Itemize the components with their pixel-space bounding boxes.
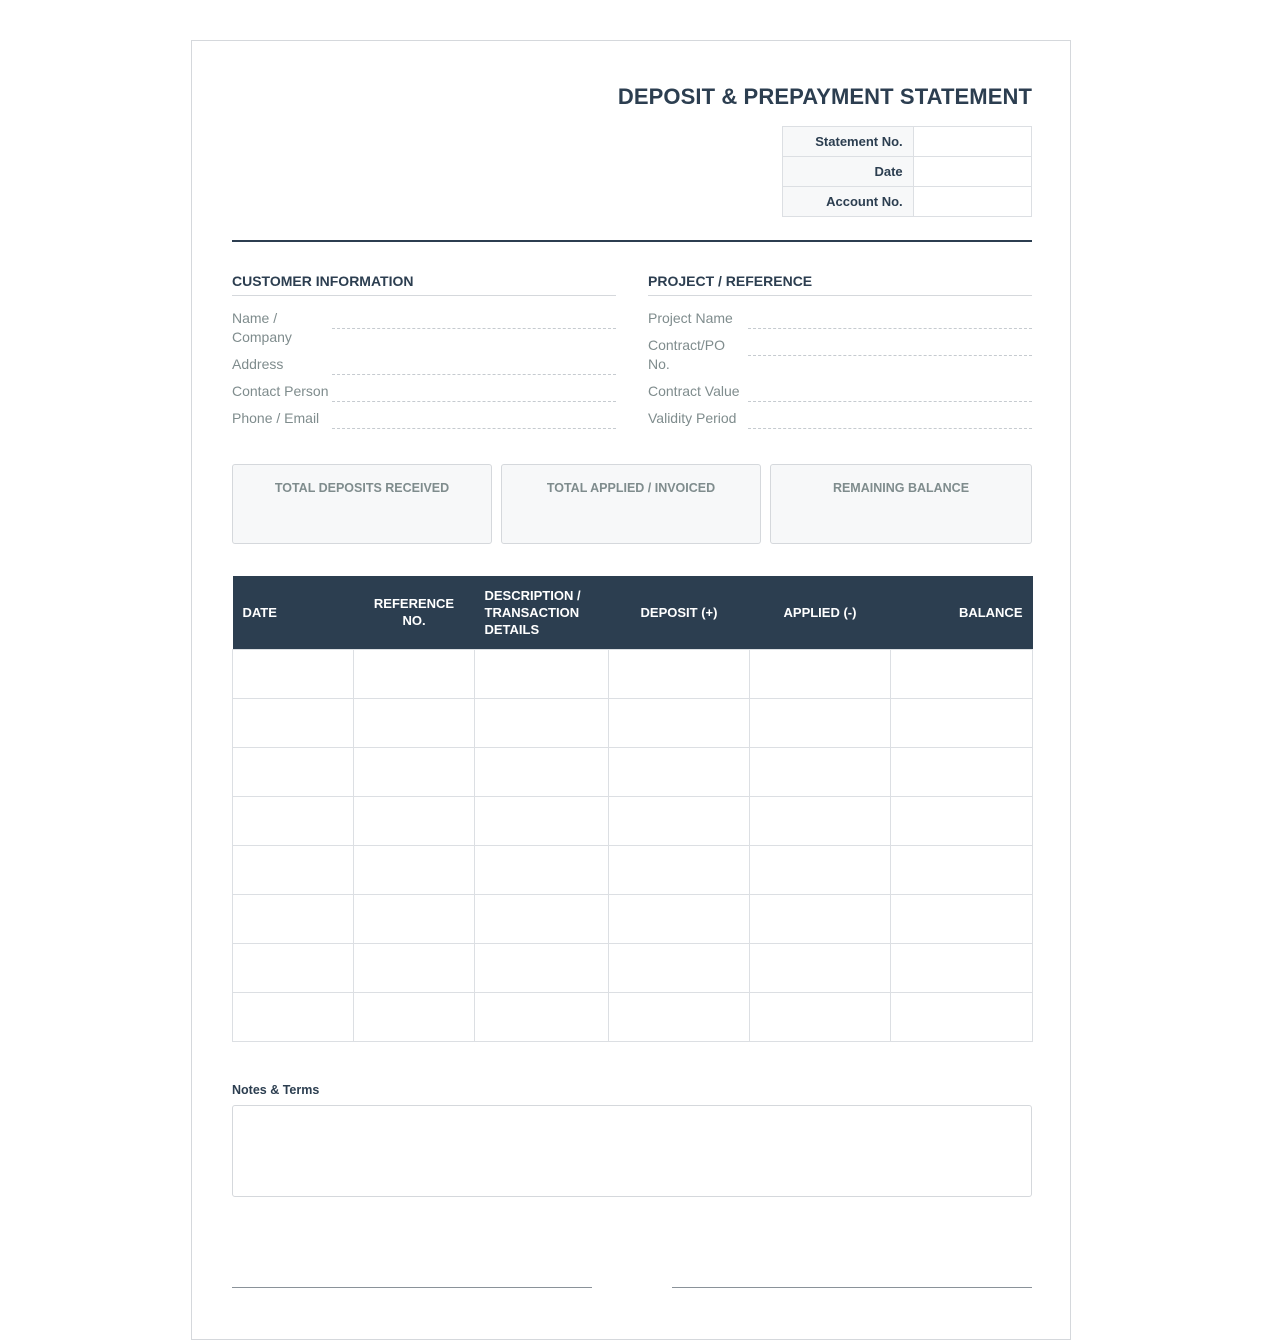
field-label: Contact Person <box>232 383 329 399</box>
applied-cell[interactable] <box>750 649 891 698</box>
field-label: Validity Period <box>648 410 737 426</box>
balance-cell[interactable] <box>891 649 1033 698</box>
field-label: Name / Company <box>232 310 292 345</box>
table-row <box>233 943 1033 992</box>
card-label: REMAINING BALANCE <box>832 481 970 495</box>
balance-cell[interactable] <box>891 894 1033 943</box>
reference-cell[interactable] <box>354 992 475 1041</box>
customer-address-row <box>232 355 616 375</box>
date-cell[interactable] <box>233 796 354 845</box>
description-cell[interactable] <box>475 992 609 1041</box>
meta-row-date <box>783 157 1032 187</box>
date-cell[interactable] <box>233 747 354 796</box>
table-row <box>233 845 1033 894</box>
table-row <box>233 747 1033 796</box>
deposit-cell[interactable] <box>609 992 750 1041</box>
customer-phone-field[interactable] <box>332 409 616 429</box>
header-divider <box>232 240 1032 242</box>
deposit-cell[interactable] <box>609 747 750 796</box>
card-label: TOTAL APPLIED / INVOICED <box>546 481 716 495</box>
table-row <box>233 649 1033 698</box>
signature-line-left <box>232 1287 592 1288</box>
date-cell[interactable] <box>233 894 354 943</box>
reference-cell[interactable] <box>354 894 475 943</box>
applied-cell[interactable] <box>750 845 891 894</box>
description-cell[interactable] <box>475 796 609 845</box>
remaining-balance-card[interactable] <box>770 464 1032 544</box>
table-row <box>233 698 1033 747</box>
description-cell[interactable] <box>475 698 609 747</box>
meta-label: Date <box>783 157 914 187</box>
date-cell[interactable] <box>233 943 354 992</box>
card-label: TOTAL DEPOSITS RECEIVED <box>274 481 450 495</box>
deposit-cell[interactable] <box>609 845 750 894</box>
deposit-cell[interactable] <box>609 894 750 943</box>
date-cell[interactable] <box>233 649 354 698</box>
validity-period-field[interactable] <box>748 409 1032 429</box>
applied-cell[interactable] <box>750 943 891 992</box>
deposit-cell[interactable] <box>609 698 750 747</box>
field-label: Phone / Email <box>232 410 320 426</box>
balance-cell[interactable] <box>891 698 1033 747</box>
validity-period-row <box>648 409 1032 429</box>
reference-cell[interactable] <box>354 845 475 894</box>
applied-cell[interactable] <box>750 894 891 943</box>
description-cell[interactable] <box>475 894 609 943</box>
applied-cell[interactable] <box>750 747 891 796</box>
meta-label: Account No. <box>783 187 914 217</box>
project-name-field[interactable] <box>748 309 1032 329</box>
ledger-body <box>233 649 1033 1041</box>
balance-cell[interactable] <box>891 747 1033 796</box>
balance-cell[interactable] <box>891 845 1033 894</box>
balance-cell[interactable] <box>891 943 1033 992</box>
customer-address-field[interactable] <box>332 355 616 375</box>
description-cell[interactable] <box>475 747 609 796</box>
project-reference-heading: PROJECT / REFERENCE <box>648 273 1032 296</box>
table-row <box>233 796 1033 845</box>
column-header-description: DESCRIPTION / TRANSACTION DETAILS <box>475 576 609 649</box>
total-deposits-card[interactable] <box>232 464 492 544</box>
field-label: Address <box>232 356 284 372</box>
reference-cell[interactable] <box>354 698 475 747</box>
field-label: Contract Value <box>648 383 740 399</box>
notes-label: Notes & Terms <box>232 1083 320 1097</box>
balance-cell[interactable] <box>891 796 1033 845</box>
document-title: DEPOSIT & PREPAYMENT STATEMENT <box>617 84 1032 109</box>
applied-cell[interactable] <box>750 698 891 747</box>
reference-cell[interactable] <box>354 796 475 845</box>
contract-po-field[interactable] <box>748 336 1032 356</box>
notes-field[interactable] <box>232 1105 1032 1197</box>
customer-phone-row <box>232 409 616 429</box>
contract-value-row <box>648 382 1032 402</box>
balance-cell[interactable] <box>891 992 1033 1041</box>
statement-page <box>191 40 1071 1340</box>
contract-po-row <box>648 336 1032 374</box>
contract-value-field[interactable] <box>748 382 1032 402</box>
description-cell[interactable] <box>475 845 609 894</box>
signature-line-right <box>672 1287 1032 1288</box>
meta-label: Statement No. <box>783 127 914 157</box>
applied-cell[interactable] <box>750 992 891 1041</box>
statement-no-field[interactable] <box>913 127 1031 157</box>
meta-row-statement-no <box>783 127 1032 157</box>
date-field[interactable] <box>913 157 1031 187</box>
applied-cell[interactable] <box>750 796 891 845</box>
reference-cell[interactable] <box>354 649 475 698</box>
customer-contact-row <box>232 382 616 402</box>
customer-name-field[interactable] <box>332 309 616 329</box>
deposit-cell[interactable] <box>609 649 750 698</box>
column-header-balance: BALANCE <box>891 576 1033 649</box>
column-header-applied: APPLIED (-) <box>750 576 891 649</box>
date-cell[interactable] <box>233 698 354 747</box>
date-cell[interactable] <box>233 845 354 894</box>
statement-meta-table <box>782 126 1032 217</box>
ledger-header-row <box>233 576 1033 649</box>
table-row <box>233 992 1033 1041</box>
deposit-cell[interactable] <box>609 943 750 992</box>
meta-row-account-no <box>783 187 1032 217</box>
reference-cell[interactable] <box>354 747 475 796</box>
column-header-deposit: DEPOSIT (+) <box>609 576 750 649</box>
reference-cell[interactable] <box>354 943 475 992</box>
field-label: Contract/PO No. <box>648 337 726 372</box>
deposit-cell[interactable] <box>609 796 750 845</box>
description-cell[interactable] <box>475 943 609 992</box>
project-name-row <box>648 309 1032 329</box>
date-cell[interactable] <box>233 992 354 1041</box>
total-applied-card[interactable] <box>501 464 761 544</box>
customer-name-row <box>232 309 616 347</box>
customer-info-heading: CUSTOMER INFORMATION <box>232 273 616 296</box>
table-row <box>233 894 1033 943</box>
account-no-field[interactable] <box>913 187 1031 217</box>
description-cell[interactable] <box>475 649 609 698</box>
field-label: Project Name <box>648 310 733 326</box>
transaction-ledger-table <box>232 576 1033 1042</box>
column-header-reference: REFERENCE NO. <box>354 576 475 649</box>
customer-contact-field[interactable] <box>332 382 616 402</box>
column-header-date: DATE <box>233 576 354 649</box>
